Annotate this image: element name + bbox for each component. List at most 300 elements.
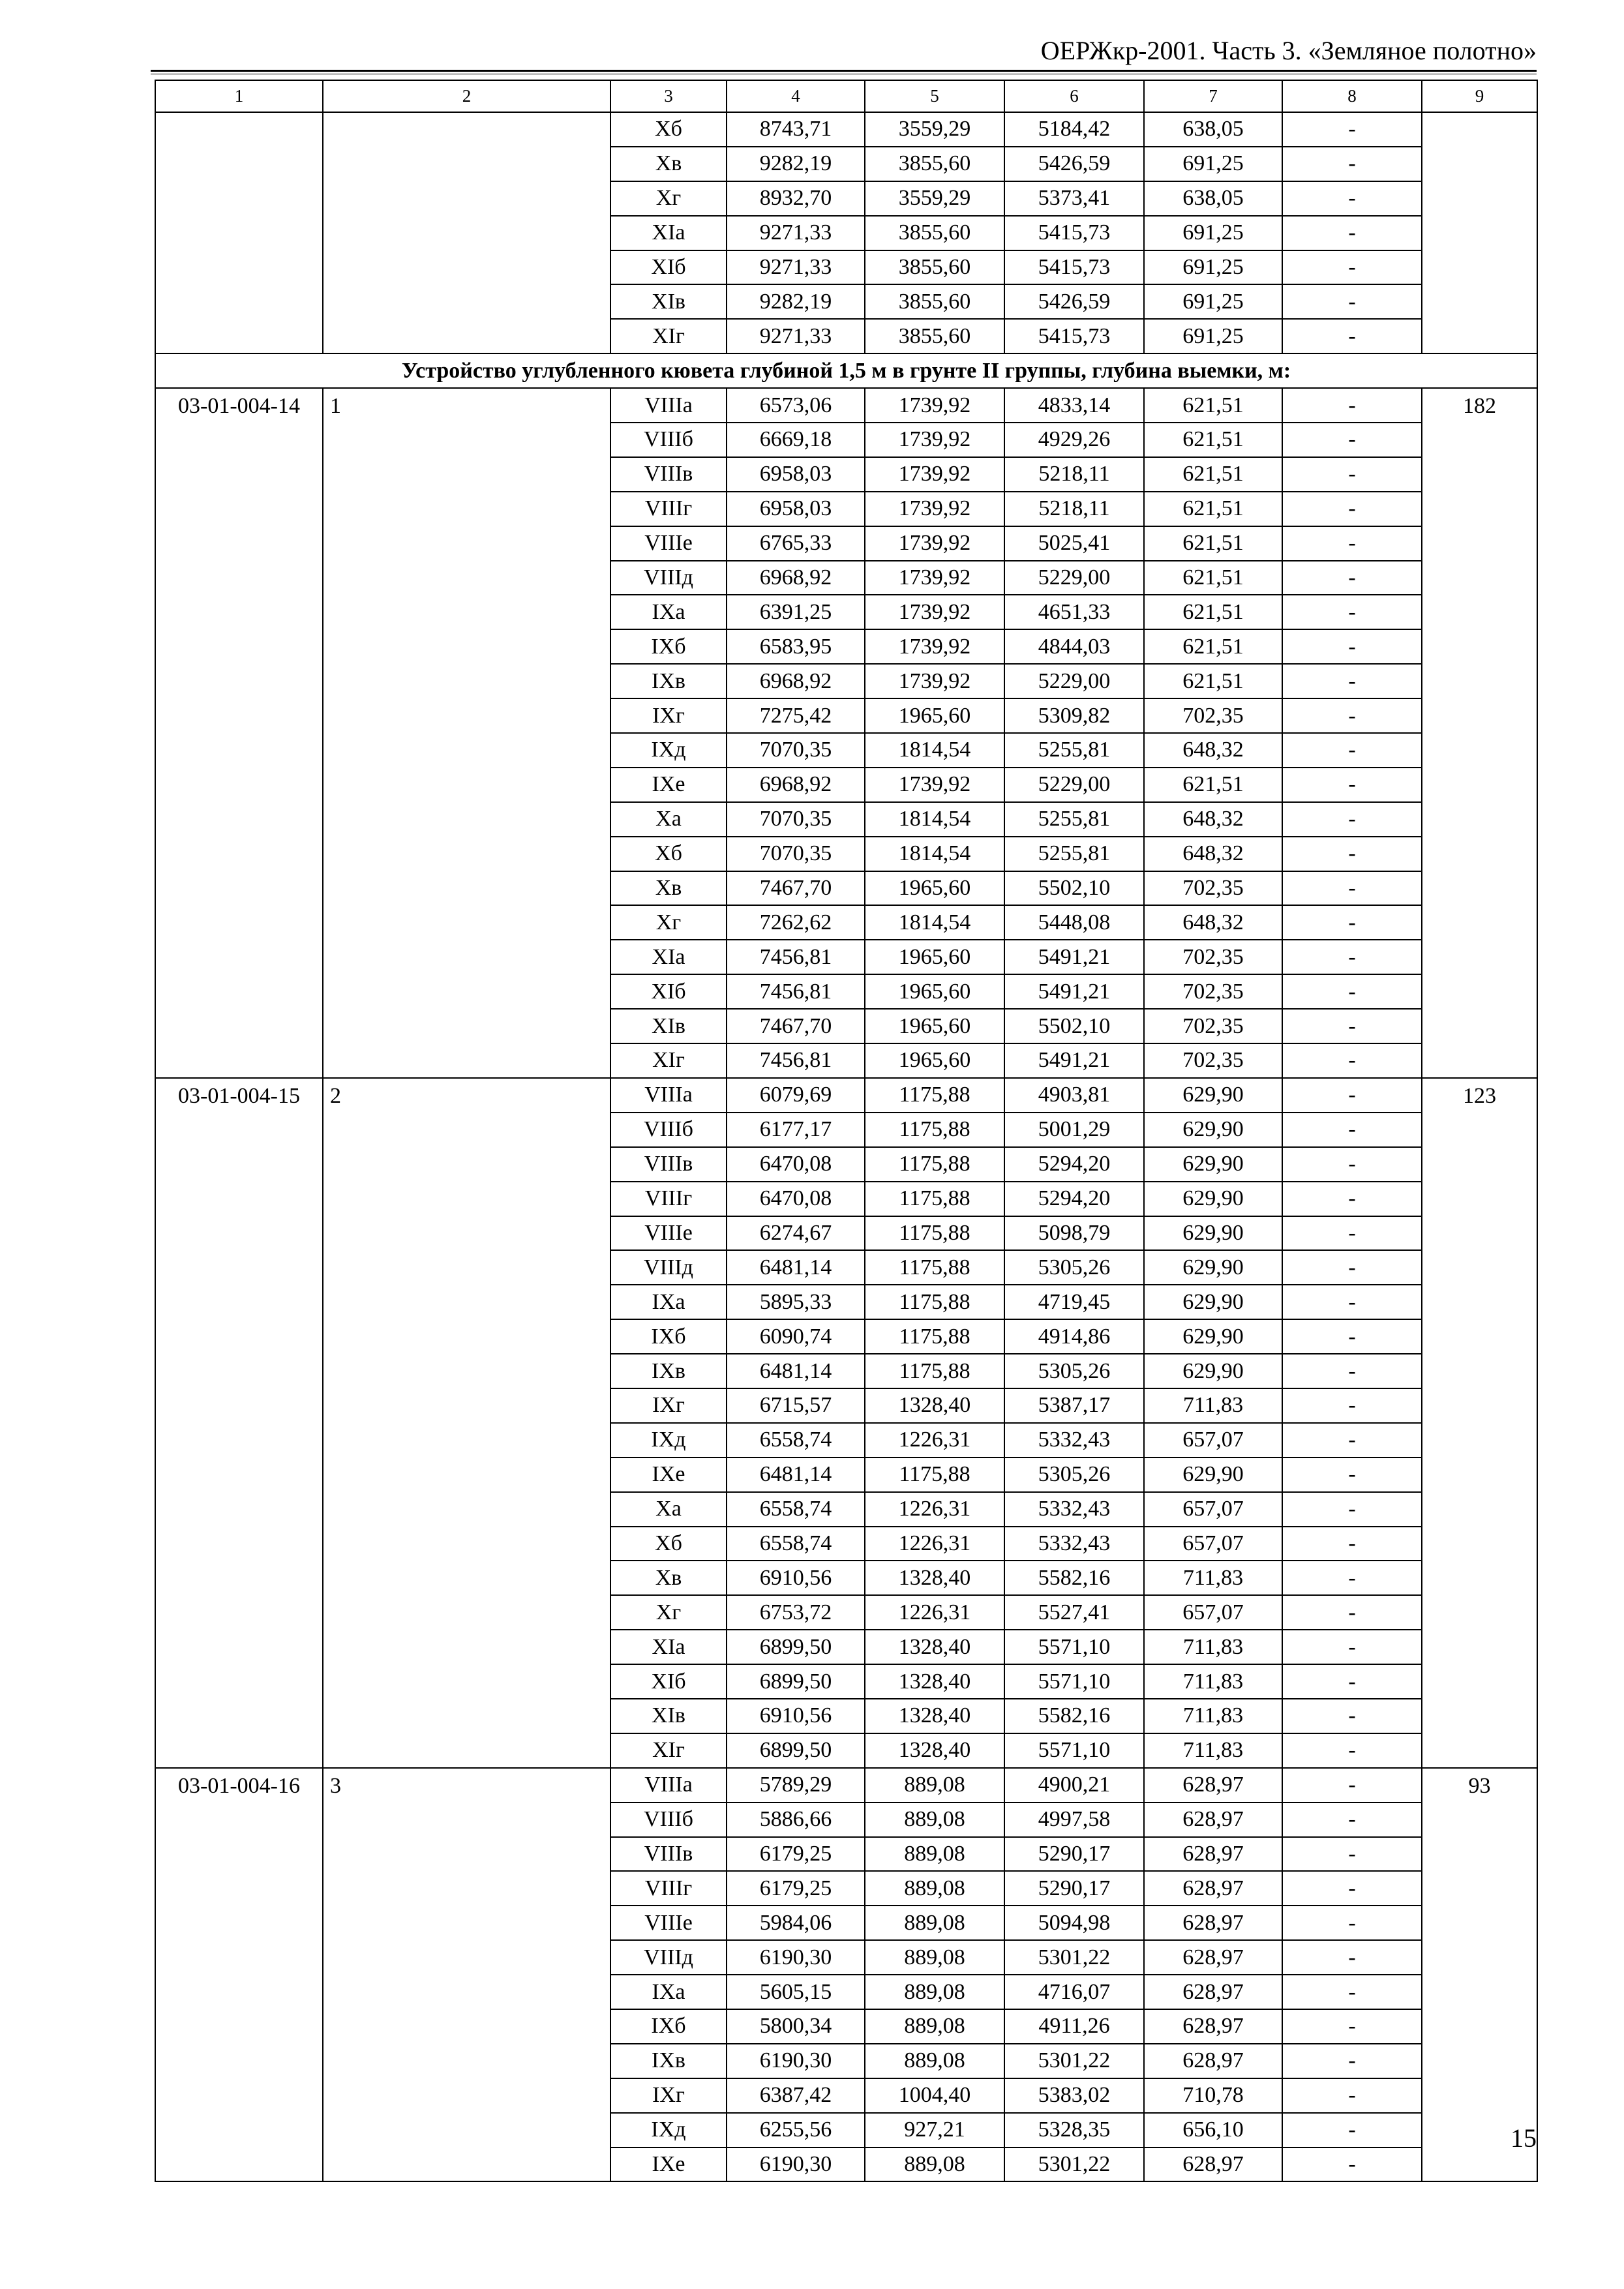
region-cell: XIв — [610, 1009, 727, 1043]
total-cost-cell: 5800,34 — [727, 2009, 865, 2044]
materials-cell: - — [1282, 595, 1422, 629]
region-cell: IXв — [610, 664, 727, 698]
column-number: 7 — [1144, 80, 1282, 112]
machine-cost-cell: 4903,81 — [1004, 1078, 1144, 1113]
wages-cell: 1739,92 — [865, 423, 1004, 457]
materials-cell: - — [1282, 319, 1422, 353]
wages-cell: 1965,60 — [865, 1043, 1004, 1078]
column-number: 9 — [1422, 80, 1537, 112]
machinist-wages-cell: 648,32 — [1144, 905, 1282, 940]
region-cell: Xб — [610, 112, 727, 147]
materials-cell: - — [1282, 147, 1422, 181]
region-cell: VIIIе — [610, 1216, 727, 1251]
wages-cell: 889,08 — [865, 1803, 1004, 1837]
machinist-wages-cell: 621,51 — [1144, 664, 1282, 698]
total-cost-cell: 6470,08 — [727, 1182, 865, 1216]
code-cell — [155, 112, 323, 353]
wages-cell: 889,08 — [865, 1940, 1004, 1975]
materials-cell: - — [1282, 837, 1422, 871]
materials-cell: - — [1282, 664, 1422, 698]
materials-cell: - — [1282, 1940, 1422, 1975]
total-cost-cell: 6190,30 — [727, 2147, 865, 2182]
total-cost-cell: 7070,35 — [727, 837, 865, 871]
region-cell: XIа — [610, 1630, 727, 1664]
total-cost-cell: 7275,42 — [727, 698, 865, 733]
materials-cell: - — [1282, 1216, 1422, 1251]
materials-cell: - — [1282, 492, 1422, 526]
region-cell: XIб — [610, 1664, 727, 1699]
total-cost-cell: 7456,81 — [727, 1043, 865, 1078]
column-number: 6 — [1004, 80, 1144, 112]
total-cost-cell: 6558,74 — [727, 1492, 865, 1527]
region-cell: VIIIг — [610, 1182, 727, 1216]
materials-cell: - — [1282, 940, 1422, 974]
machine-cost-cell: 4833,14 — [1004, 388, 1144, 423]
region-cell: XIв — [610, 1699, 727, 1733]
region-cell: VIIIд — [610, 1940, 727, 1975]
region-cell: VIIIб — [610, 1803, 727, 1837]
machine-cost-cell: 4844,03 — [1004, 629, 1144, 664]
table-row — [155, 112, 1537, 147]
region-cell: IXа — [610, 595, 727, 629]
wages-cell: 1175,88 — [865, 1319, 1004, 1354]
column-number: 8 — [1282, 80, 1422, 112]
col9-cell — [1422, 112, 1537, 353]
region-cell: Xа — [610, 802, 727, 837]
region-cell: XIг — [610, 1043, 727, 1078]
machinist-wages-cell: 648,32 — [1144, 837, 1282, 871]
total-cost-cell: 6481,14 — [727, 1250, 865, 1285]
total-cost-cell: 6274,67 — [727, 1216, 865, 1251]
region-cell: XIг — [610, 319, 727, 353]
wages-cell: 927,21 — [865, 2113, 1004, 2147]
machinist-wages-cell: 629,90 — [1144, 1354, 1282, 1388]
wages-cell: 889,08 — [865, 2044, 1004, 2078]
total-cost-cell: 6715,57 — [727, 1388, 865, 1423]
machinist-wages-cell: 628,97 — [1144, 2147, 1282, 2182]
machinist-wages-cell: 702,35 — [1144, 871, 1282, 906]
wages-cell: 3855,60 — [865, 284, 1004, 319]
region-cell: XIа — [610, 940, 727, 974]
total-cost-cell: 7456,81 — [727, 974, 865, 1009]
machinist-wages-cell: 657,07 — [1144, 1423, 1282, 1458]
column-number: 3 — [610, 80, 727, 112]
code-cell: 03-01-004-15 — [155, 1078, 323, 1768]
machine-cost-cell: 5290,17 — [1004, 1837, 1144, 1872]
wages-cell: 1739,92 — [865, 664, 1004, 698]
code-cell: 03-01-004-16 — [155, 1768, 323, 2182]
total-cost-cell: 5984,06 — [727, 1906, 865, 1940]
machinist-wages-cell: 629,90 — [1144, 1113, 1282, 1147]
materials-cell: - — [1282, 2078, 1422, 2113]
region-cell: VIIIа — [610, 1768, 727, 1803]
machine-cost-cell: 5582,16 — [1004, 1699, 1144, 1733]
machine-cost-cell: 5571,10 — [1004, 1630, 1144, 1664]
table-row — [155, 388, 1537, 423]
total-cost-cell: 6899,50 — [727, 1733, 865, 1768]
wages-cell: 889,08 — [865, 1768, 1004, 1803]
machinist-wages-cell: 711,83 — [1144, 1664, 1282, 1699]
wages-cell: 1328,40 — [865, 1733, 1004, 1768]
materials-cell: - — [1282, 216, 1422, 250]
machinist-wages-cell: 702,35 — [1144, 1043, 1282, 1078]
wages-cell: 3855,60 — [865, 147, 1004, 181]
materials-cell: - — [1282, 561, 1422, 595]
wages-cell: 3855,60 — [865, 319, 1004, 353]
region-cell: Xб — [610, 1527, 727, 1561]
machinist-wages-cell: 629,90 — [1144, 1078, 1282, 1113]
machine-cost-cell: 5502,10 — [1004, 871, 1144, 906]
materials-cell: - — [1282, 1354, 1422, 1388]
total-cost-cell: 7262,62 — [727, 905, 865, 940]
total-cost-cell: 6968,92 — [727, 561, 865, 595]
machine-cost-cell: 5305,26 — [1004, 1250, 1144, 1285]
machine-cost-cell: 5301,22 — [1004, 1940, 1144, 1975]
materials-cell: - — [1282, 1113, 1422, 1147]
machine-cost-cell: 5332,43 — [1004, 1423, 1144, 1458]
region-cell: XIг — [610, 1733, 727, 1768]
materials-cell: - — [1282, 2044, 1422, 2078]
column-number: 4 — [727, 80, 865, 112]
code-cell: 03-01-004-14 — [155, 388, 323, 1078]
materials-cell: - — [1282, 871, 1422, 906]
machine-cost-cell: 4997,58 — [1004, 1803, 1144, 1837]
machine-cost-cell: 4716,07 — [1004, 1975, 1144, 2009]
total-cost-cell: 8743,71 — [727, 112, 865, 147]
machine-cost-cell: 5184,42 — [1004, 112, 1144, 147]
column-number: 1 — [155, 80, 323, 112]
wages-cell: 1739,92 — [865, 388, 1004, 423]
region-cell: Xа — [610, 1492, 727, 1527]
materials-cell: - — [1282, 1285, 1422, 1319]
machinist-wages-cell: 702,35 — [1144, 1009, 1282, 1043]
wages-cell: 1814,54 — [865, 905, 1004, 940]
total-cost-cell: 6753,72 — [727, 1595, 865, 1630]
machinist-wages-cell: 702,35 — [1144, 698, 1282, 733]
total-cost-cell: 6899,50 — [727, 1664, 865, 1699]
col9-cell: 123 — [1422, 1078, 1537, 1768]
total-cost-cell: 5886,66 — [727, 1803, 865, 1837]
region-cell: IXг — [610, 2078, 727, 2113]
wages-cell: 889,08 — [865, 2009, 1004, 2044]
machinist-wages-cell: 621,51 — [1144, 457, 1282, 492]
wages-cell: 1175,88 — [865, 1458, 1004, 1492]
machinist-wages-cell: 621,51 — [1144, 388, 1282, 423]
materials-cell: - — [1282, 1388, 1422, 1423]
wages-cell: 1814,54 — [865, 837, 1004, 871]
machine-cost-cell: 5448,08 — [1004, 905, 1144, 940]
wages-cell: 1226,31 — [865, 1527, 1004, 1561]
region-cell: VIIIб — [610, 423, 727, 457]
machine-cost-cell: 4911,26 — [1004, 2009, 1144, 2044]
section-title: Устройство углубленного кювета глубиной 1,5 м в грунте II группы, глубина выемки, м: — [155, 353, 1537, 388]
section-row — [155, 353, 1537, 388]
wages-cell: 3559,29 — [865, 112, 1004, 147]
machine-cost-cell: 5415,73 — [1004, 250, 1144, 285]
machine-cost-cell: 5301,22 — [1004, 2044, 1144, 2078]
machine-cost-cell: 5218,11 — [1004, 492, 1144, 526]
machine-cost-cell: 5571,10 — [1004, 1664, 1144, 1699]
machinist-wages-cell: 702,35 — [1144, 974, 1282, 1009]
materials-cell: - — [1282, 1975, 1422, 2009]
total-cost-cell: 6558,74 — [727, 1527, 865, 1561]
materials-cell: - — [1282, 1906, 1422, 1940]
total-cost-cell: 5789,29 — [727, 1768, 865, 1803]
region-cell: IXв — [610, 1354, 727, 1388]
machine-cost-cell: 5332,43 — [1004, 1527, 1144, 1561]
region-cell: XIб — [610, 250, 727, 285]
total-cost-cell: 6910,56 — [727, 1561, 865, 1595]
machine-cost-cell: 5426,59 — [1004, 147, 1144, 181]
wages-cell: 1814,54 — [865, 802, 1004, 837]
materials-cell: - — [1282, 1182, 1422, 1216]
region-cell: VIIIв — [610, 1147, 727, 1182]
materials-cell: - — [1282, 423, 1422, 457]
machinist-wages-cell: 711,83 — [1144, 1630, 1282, 1664]
machine-cost-cell: 5502,10 — [1004, 1009, 1144, 1043]
machine-cost-cell: 5305,26 — [1004, 1458, 1144, 1492]
total-cost-cell: 6958,03 — [727, 492, 865, 526]
machine-cost-cell: 5229,00 — [1004, 664, 1144, 698]
materials-cell: - — [1282, 1147, 1422, 1182]
total-cost-cell: 7467,70 — [727, 871, 865, 906]
machine-cost-cell: 4900,21 — [1004, 1768, 1144, 1803]
machinist-wages-cell: 691,25 — [1144, 319, 1282, 353]
machine-cost-cell: 5229,00 — [1004, 561, 1144, 595]
machine-cost-cell: 5255,81 — [1004, 733, 1144, 768]
total-cost-cell: 6079,69 — [727, 1078, 865, 1113]
wages-cell: 1739,92 — [865, 492, 1004, 526]
machine-cost-cell: 5294,20 — [1004, 1182, 1144, 1216]
machine-cost-cell: 5332,43 — [1004, 1492, 1144, 1527]
wages-cell: 1965,60 — [865, 871, 1004, 906]
wages-cell: 1328,40 — [865, 1388, 1004, 1423]
materials-cell: - — [1282, 2147, 1422, 2182]
region-cell: IXе — [610, 1458, 727, 1492]
materials-cell: - — [1282, 1527, 1422, 1561]
machine-cost-cell: 5255,81 — [1004, 802, 1144, 837]
region-cell: XIб — [610, 974, 727, 1009]
machine-cost-cell: 5229,00 — [1004, 768, 1144, 802]
wages-cell: 889,08 — [865, 1837, 1004, 1872]
machine-cost-cell: 5491,21 — [1004, 974, 1144, 1009]
machinist-wages-cell: 691,25 — [1144, 284, 1282, 319]
region-cell: Xв — [610, 147, 727, 181]
wages-cell: 1965,60 — [865, 974, 1004, 1009]
region-cell: VIIIе — [610, 526, 727, 561]
total-cost-cell: 6573,06 — [727, 388, 865, 423]
total-cost-cell: 6190,30 — [727, 1940, 865, 1975]
materials-cell: - — [1282, 1009, 1422, 1043]
machinist-wages-cell: 621,51 — [1144, 492, 1282, 526]
total-cost-cell: 9271,33 — [727, 250, 865, 285]
machinist-wages-cell: 657,07 — [1144, 1595, 1282, 1630]
region-cell: Xг — [610, 1595, 727, 1630]
rates-table — [155, 80, 1538, 2182]
machinist-wages-cell: 629,90 — [1144, 1285, 1282, 1319]
materials-cell: - — [1282, 1458, 1422, 1492]
wages-cell: 1175,88 — [865, 1147, 1004, 1182]
materials-cell: - — [1282, 905, 1422, 940]
machine-cost-cell: 5383,02 — [1004, 2078, 1144, 2113]
wages-cell: 1004,40 — [865, 2078, 1004, 2113]
region-cell: Xг — [610, 905, 727, 940]
materials-cell: - — [1282, 1871, 1422, 1906]
wages-cell: 1175,88 — [865, 1354, 1004, 1388]
region-cell: IXг — [610, 1388, 727, 1423]
materials-cell: - — [1282, 284, 1422, 319]
machinist-wages-cell: 621,51 — [1144, 629, 1282, 664]
col9-cell: 93 — [1422, 1768, 1537, 2182]
region-cell: VIIIг — [610, 492, 727, 526]
total-cost-cell: 9282,19 — [727, 284, 865, 319]
total-cost-cell: 6179,25 — [727, 1837, 865, 1872]
machinist-wages-cell: 628,97 — [1144, 1803, 1282, 1837]
region-cell: IXе — [610, 768, 727, 802]
materials-cell: - — [1282, 2009, 1422, 2044]
total-cost-cell: 6090,74 — [727, 1319, 865, 1354]
region-cell: IXд — [610, 733, 727, 768]
total-cost-cell: 6669,18 — [727, 423, 865, 457]
wages-cell: 1739,92 — [865, 457, 1004, 492]
region-cell: IXе — [610, 2147, 727, 2182]
machine-cost-cell: 5415,73 — [1004, 319, 1144, 353]
region-cell: XIв — [610, 284, 727, 319]
wages-cell: 1965,60 — [865, 1009, 1004, 1043]
region-cell: Xв — [610, 871, 727, 906]
materials-cell: - — [1282, 768, 1422, 802]
col9-cell: 182 — [1422, 388, 1537, 1078]
materials-cell: - — [1282, 698, 1422, 733]
region-cell: IXб — [610, 2009, 727, 2044]
page-number: 15 — [1511, 2123, 1537, 2153]
region-cell: IXд — [610, 1423, 727, 1458]
total-cost-cell: 6558,74 — [727, 1423, 865, 1458]
machinist-wages-cell: 621,51 — [1144, 526, 1282, 561]
region-cell: VIIIа — [610, 1078, 727, 1113]
total-cost-cell: 9271,33 — [727, 319, 865, 353]
machine-cost-cell: 5415,73 — [1004, 216, 1144, 250]
region-cell: VIIIд — [610, 1250, 727, 1285]
wages-cell: 1739,92 — [865, 629, 1004, 664]
wages-cell: 1328,40 — [865, 1699, 1004, 1733]
materials-cell: - — [1282, 1319, 1422, 1354]
column-number: 2 — [323, 80, 610, 112]
materials-cell: - — [1282, 1768, 1422, 1803]
machinist-wages-cell: 691,25 — [1144, 216, 1282, 250]
machinist-wages-cell: 629,90 — [1144, 1147, 1282, 1182]
total-cost-cell: 9271,33 — [727, 216, 865, 250]
wages-cell: 1175,88 — [865, 1078, 1004, 1113]
wages-cell: 1739,92 — [865, 561, 1004, 595]
machine-cost-cell: 5025,41 — [1004, 526, 1144, 561]
materials-cell: - — [1282, 1250, 1422, 1285]
machine-cost-cell: 4719,45 — [1004, 1285, 1144, 1319]
region-cell: VIIIв — [610, 1837, 727, 1872]
total-cost-cell: 6899,50 — [727, 1630, 865, 1664]
wages-cell: 889,08 — [865, 1871, 1004, 1906]
materials-cell: - — [1282, 629, 1422, 664]
materials-cell: - — [1282, 1078, 1422, 1113]
region-cell: IXг — [610, 698, 727, 733]
machinist-wages-cell: 629,90 — [1144, 1319, 1282, 1354]
wages-cell: 1175,88 — [865, 1216, 1004, 1251]
materials-cell: - — [1282, 1561, 1422, 1595]
machinist-wages-cell: 621,51 — [1144, 595, 1282, 629]
machinist-wages-cell: 702,35 — [1144, 940, 1282, 974]
materials-cell: - — [1282, 1043, 1422, 1078]
wages-cell: 1175,88 — [865, 1250, 1004, 1285]
machine-cost-cell: 5387,17 — [1004, 1388, 1144, 1423]
wages-cell: 1226,31 — [865, 1492, 1004, 1527]
machine-cost-cell: 5491,21 — [1004, 940, 1144, 974]
materials-cell: - — [1282, 1733, 1422, 1768]
machine-cost-cell: 5491,21 — [1004, 1043, 1144, 1078]
wages-cell: 889,08 — [865, 2147, 1004, 2182]
total-cost-cell: 8932,70 — [727, 181, 865, 216]
total-cost-cell: 6910,56 — [727, 1699, 865, 1733]
total-cost-cell: 6391,25 — [727, 595, 865, 629]
wages-cell: 1328,40 — [865, 1561, 1004, 1595]
wages-cell: 1175,88 — [865, 1182, 1004, 1216]
machine-cost-cell: 5255,81 — [1004, 837, 1144, 871]
machine-cost-cell: 4914,86 — [1004, 1319, 1144, 1354]
machine-cost-cell: 5094,98 — [1004, 1906, 1144, 1940]
machinist-wages-cell: 628,97 — [1144, 1906, 1282, 1940]
total-cost-cell: 7070,35 — [727, 802, 865, 837]
region-cell: VIIIе — [610, 1906, 727, 1940]
machinist-wages-cell: 657,07 — [1144, 1492, 1282, 1527]
machinist-wages-cell: 691,25 — [1144, 147, 1282, 181]
region-cell: VIIIб — [610, 1113, 727, 1147]
machine-cost-cell: 5290,17 — [1004, 1871, 1144, 1906]
region-cell: IXа — [610, 1975, 727, 2009]
wages-cell: 889,08 — [865, 1906, 1004, 1940]
region-cell: VIIIа — [610, 388, 727, 423]
machinist-wages-cell: 628,97 — [1144, 1871, 1282, 1906]
machine-cost-cell: 4929,26 — [1004, 423, 1144, 457]
total-cost-cell: 6765,33 — [727, 526, 865, 561]
materials-cell: - — [1282, 388, 1422, 423]
machinist-wages-cell: 656,10 — [1144, 2113, 1282, 2147]
materials-cell: - — [1282, 1803, 1422, 1837]
wages-cell: 3855,60 — [865, 216, 1004, 250]
total-cost-cell: 6255,56 — [727, 2113, 865, 2147]
materials-cell: - — [1282, 1837, 1422, 1872]
table-row — [155, 1768, 1537, 1803]
machinist-wages-cell: 628,97 — [1144, 1837, 1282, 1872]
total-cost-cell: 6387,42 — [727, 2078, 865, 2113]
machine-cost-cell: 5218,11 — [1004, 457, 1144, 492]
wages-cell: 1739,92 — [865, 595, 1004, 629]
wages-cell: 3855,60 — [865, 250, 1004, 285]
wages-cell: 1739,92 — [865, 768, 1004, 802]
machinist-wages-cell: 629,90 — [1144, 1250, 1282, 1285]
machinist-wages-cell: 629,90 — [1144, 1182, 1282, 1216]
region-cell: VIIIв — [610, 457, 727, 492]
depth-cell: 2 — [323, 1078, 610, 1768]
machinist-wages-cell: 621,51 — [1144, 561, 1282, 595]
table-row — [155, 1078, 1537, 1113]
machine-cost-cell: 5305,26 — [1004, 1354, 1144, 1388]
materials-cell: - — [1282, 112, 1422, 147]
machinist-wages-cell: 711,83 — [1144, 1388, 1282, 1423]
machinist-wages-cell: 628,97 — [1144, 2044, 1282, 2078]
region-cell: IXа — [610, 1285, 727, 1319]
machine-cost-cell: 5294,20 — [1004, 1147, 1144, 1182]
wages-cell: 3559,29 — [865, 181, 1004, 216]
depth-cell: 1 — [323, 388, 610, 1078]
